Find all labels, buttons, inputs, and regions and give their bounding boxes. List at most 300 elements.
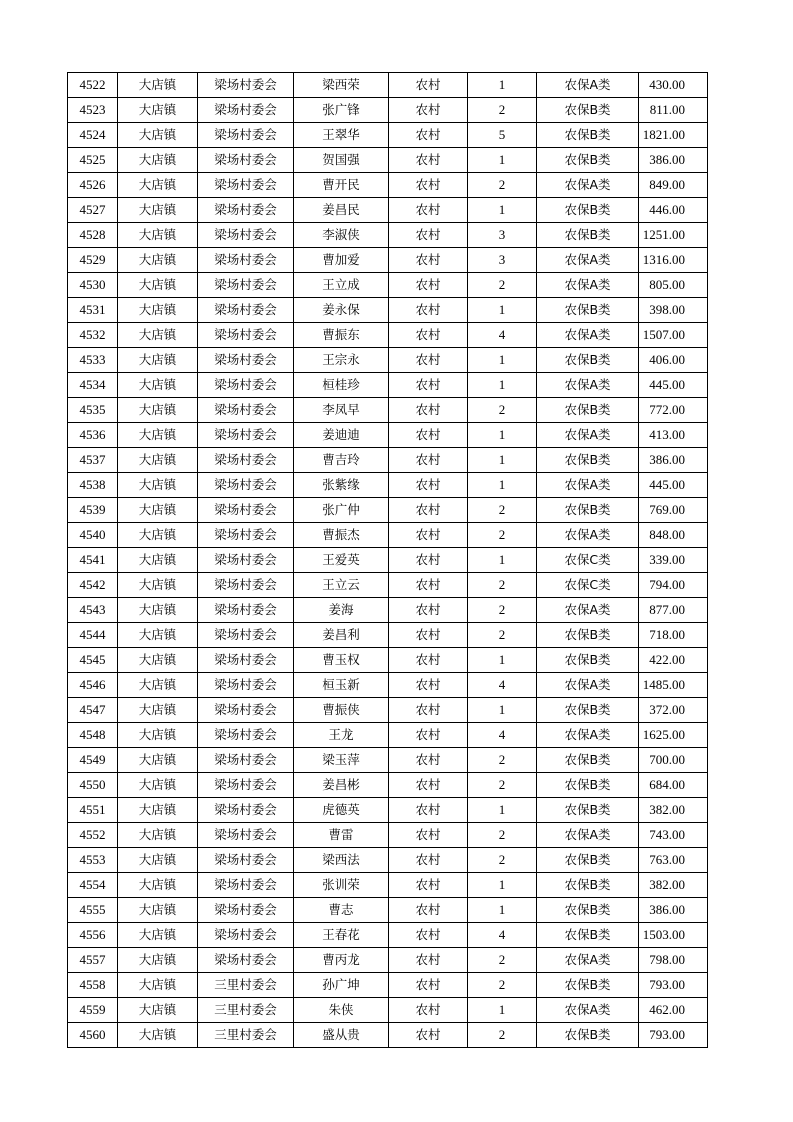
amount-cell: 422.00 <box>639 648 708 673</box>
insurance-category-cell: 农保C类 <box>537 573 639 598</box>
record-id-cell: 4534 <box>68 373 118 398</box>
area-type-cell: 农村 <box>389 673 468 698</box>
town-cell: 大店镇 <box>118 698 198 723</box>
record-id-cell: 4547 <box>68 698 118 723</box>
name-cell: 曹玉权 <box>294 648 389 673</box>
table-row <box>68 698 708 723</box>
record-id-cell: 4535 <box>68 398 118 423</box>
town-cell: 大店镇 <box>118 298 198 323</box>
amount-cell: 849.00 <box>639 173 708 198</box>
area-type-cell: 农村 <box>389 173 468 198</box>
village-committee-cell: 梁场村委会 <box>198 948 294 973</box>
village-committee-cell: 梁场村委会 <box>198 98 294 123</box>
area-type-cell: 农村 <box>389 748 468 773</box>
record-id-cell: 4527 <box>68 198 118 223</box>
amount-cell: 772.00 <box>639 398 708 423</box>
village-committee-cell: 梁场村委会 <box>198 673 294 698</box>
area-type-cell: 农村 <box>389 73 468 98</box>
town-cell: 大店镇 <box>118 198 198 223</box>
table-row <box>68 248 708 273</box>
amount-cell: 446.00 <box>639 198 708 223</box>
household-count-cell: 1 <box>468 798 537 823</box>
record-id-cell: 4559 <box>68 998 118 1023</box>
table-row <box>68 398 708 423</box>
household-count-cell: 2 <box>468 498 537 523</box>
household-count-cell: 2 <box>468 623 537 648</box>
table-row <box>68 73 708 98</box>
household-count-cell: 1 <box>468 448 537 473</box>
amount-cell: 382.00 <box>639 798 708 823</box>
insurance-category-cell: 农保C类 <box>537 548 639 573</box>
name-cell: 张广仲 <box>294 498 389 523</box>
name-cell: 贺国强 <box>294 148 389 173</box>
household-count-cell: 2 <box>468 773 537 798</box>
insurance-category-cell: 农保B类 <box>537 898 639 923</box>
household-count-cell: 1 <box>468 148 537 173</box>
insurance-category-cell: 农保B类 <box>537 198 639 223</box>
table-row <box>68 223 708 248</box>
village-committee-cell: 梁场村委会 <box>198 623 294 648</box>
amount-cell: 1821.00 <box>639 123 708 148</box>
area-type-cell: 农村 <box>389 723 468 748</box>
insurance-category-cell: 农保B类 <box>537 873 639 898</box>
area-type-cell: 农村 <box>389 248 468 273</box>
village-committee-cell: 梁场村委会 <box>198 548 294 573</box>
table-row <box>68 798 708 823</box>
name-cell: 桓玉新 <box>294 673 389 698</box>
village-committee-cell: 梁场村委会 <box>198 398 294 423</box>
insurance-category-cell: 农保A类 <box>537 273 639 298</box>
record-id-cell: 4552 <box>68 823 118 848</box>
village-committee-cell: 梁场村委会 <box>198 448 294 473</box>
village-committee-cell: 梁场村委会 <box>198 598 294 623</box>
town-cell: 大店镇 <box>118 123 198 148</box>
town-cell: 大店镇 <box>118 723 198 748</box>
household-count-cell: 1 <box>468 648 537 673</box>
record-id-cell: 4549 <box>68 748 118 773</box>
household-count-cell: 2 <box>468 823 537 848</box>
household-count-cell: 2 <box>468 748 537 773</box>
record-id-cell: 4522 <box>68 73 118 98</box>
record-id-cell: 4555 <box>68 898 118 923</box>
household-count-cell: 4 <box>468 323 537 348</box>
record-id-cell: 4551 <box>68 798 118 823</box>
name-cell: 梁西法 <box>294 848 389 873</box>
insurance-category-cell: 农保B类 <box>537 298 639 323</box>
amount-cell: 462.00 <box>639 998 708 1023</box>
area-type-cell: 农村 <box>389 623 468 648</box>
town-cell: 大店镇 <box>118 998 198 1023</box>
area-type-cell: 农村 <box>389 973 468 998</box>
household-count-cell: 1 <box>468 348 537 373</box>
insurance-category-cell: 农保B类 <box>537 398 639 423</box>
village-committee-cell: 梁场村委会 <box>198 348 294 373</box>
town-cell: 大店镇 <box>118 473 198 498</box>
table-row <box>68 673 708 698</box>
town-cell: 大店镇 <box>118 273 198 298</box>
table-row <box>68 173 708 198</box>
village-committee-cell: 梁场村委会 <box>198 573 294 598</box>
village-committee-cell: 梁场村委会 <box>198 148 294 173</box>
table-row <box>68 498 708 523</box>
village-committee-cell: 梁场村委会 <box>198 123 294 148</box>
record-id-cell: 4537 <box>68 448 118 473</box>
table-row <box>68 473 708 498</box>
name-cell: 曹加爱 <box>294 248 389 273</box>
village-committee-cell: 梁场村委会 <box>198 73 294 98</box>
record-id-cell: 4540 <box>68 523 118 548</box>
area-type-cell: 农村 <box>389 773 468 798</box>
record-id-cell: 4548 <box>68 723 118 748</box>
insurance-category-cell: 农保A类 <box>537 523 639 548</box>
name-cell: 曹丙龙 <box>294 948 389 973</box>
table-row <box>68 1023 708 1048</box>
record-id-cell: 4556 <box>68 923 118 948</box>
household-count-cell: 1 <box>468 548 537 573</box>
table-row <box>68 998 708 1023</box>
insurance-category-cell: 农保B类 <box>537 748 639 773</box>
amount-cell: 848.00 <box>639 523 708 548</box>
name-cell: 曹振东 <box>294 323 389 348</box>
insurance-category-cell: 农保B类 <box>537 648 639 673</box>
name-cell: 梁玉萍 <box>294 748 389 773</box>
insurance-category-cell: 农保B类 <box>537 123 639 148</box>
area-type-cell: 农村 <box>389 298 468 323</box>
town-cell: 大店镇 <box>118 323 198 348</box>
household-count-cell: 2 <box>468 1023 537 1048</box>
name-cell: 王立云 <box>294 573 389 598</box>
insurance-category-cell: 农保A类 <box>537 423 639 448</box>
name-cell: 姜昌民 <box>294 198 389 223</box>
table-row <box>68 573 708 598</box>
area-type-cell: 农村 <box>389 398 468 423</box>
area-type-cell: 农村 <box>389 898 468 923</box>
household-count-cell: 1 <box>468 298 537 323</box>
area-type-cell: 农村 <box>389 148 468 173</box>
record-id-cell: 4529 <box>68 248 118 273</box>
insurance-category-cell: 农保B类 <box>537 348 639 373</box>
amount-cell: 1316.00 <box>639 248 708 273</box>
town-cell: 大店镇 <box>118 973 198 998</box>
area-type-cell: 农村 <box>389 948 468 973</box>
village-committee-cell: 梁场村委会 <box>198 498 294 523</box>
village-committee-cell: 梁场村委会 <box>198 523 294 548</box>
town-cell: 大店镇 <box>118 748 198 773</box>
village-committee-cell: 梁场村委会 <box>198 723 294 748</box>
record-id-cell: 4525 <box>68 148 118 173</box>
record-id-cell: 4524 <box>68 123 118 148</box>
household-count-cell: 2 <box>468 848 537 873</box>
insurance-category-cell: 农保B类 <box>537 98 639 123</box>
village-committee-cell: 梁场村委会 <box>198 823 294 848</box>
record-id-cell: 4531 <box>68 298 118 323</box>
amount-cell: 413.00 <box>639 423 708 448</box>
town-cell: 大店镇 <box>118 948 198 973</box>
area-type-cell: 农村 <box>389 648 468 673</box>
record-id-cell: 4539 <box>68 498 118 523</box>
amount-cell: 406.00 <box>639 348 708 373</box>
name-cell: 王翠华 <box>294 123 389 148</box>
insurance-category-cell: 农保A类 <box>537 998 639 1023</box>
record-id-cell: 4554 <box>68 873 118 898</box>
town-cell: 大店镇 <box>118 348 198 373</box>
area-type-cell: 农村 <box>389 473 468 498</box>
table-row <box>68 748 708 773</box>
table-row <box>68 448 708 473</box>
amount-cell: 339.00 <box>639 548 708 573</box>
town-cell: 大店镇 <box>118 848 198 873</box>
household-count-cell: 2 <box>468 173 537 198</box>
household-count-cell: 4 <box>468 923 537 948</box>
village-committee-cell: 梁场村委会 <box>198 298 294 323</box>
household-count-cell: 2 <box>468 523 537 548</box>
town-cell: 大店镇 <box>118 648 198 673</box>
amount-cell: 718.00 <box>639 623 708 648</box>
amount-cell: 386.00 <box>639 448 708 473</box>
village-committee-cell: 三里村委会 <box>198 973 294 998</box>
insurance-category-cell: 农保B类 <box>537 623 639 648</box>
table-row <box>68 423 708 448</box>
insurance-category-cell: 农保B类 <box>537 698 639 723</box>
table-row <box>68 523 708 548</box>
town-cell: 大店镇 <box>118 548 198 573</box>
amount-cell: 1251.00 <box>639 223 708 248</box>
insurance-category-cell: 农保A类 <box>537 473 639 498</box>
town-cell: 大店镇 <box>118 573 198 598</box>
name-cell: 曹开民 <box>294 173 389 198</box>
town-cell: 大店镇 <box>118 823 198 848</box>
amount-cell: 445.00 <box>639 473 708 498</box>
village-committee-cell: 梁场村委会 <box>198 748 294 773</box>
record-id-cell: 4545 <box>68 648 118 673</box>
area-type-cell: 农村 <box>389 798 468 823</box>
household-count-cell: 1 <box>468 873 537 898</box>
town-cell: 大店镇 <box>118 73 198 98</box>
amount-cell: 1625.00 <box>639 723 708 748</box>
name-cell: 李凤早 <box>294 398 389 423</box>
name-cell: 姜海 <box>294 598 389 623</box>
record-id-cell: 4557 <box>68 948 118 973</box>
name-cell: 曹振侠 <box>294 698 389 723</box>
name-cell: 王立成 <box>294 273 389 298</box>
town-cell: 大店镇 <box>118 223 198 248</box>
record-id-cell: 4523 <box>68 98 118 123</box>
town-cell: 大店镇 <box>118 873 198 898</box>
record-id-cell: 4533 <box>68 348 118 373</box>
town-cell: 大店镇 <box>118 98 198 123</box>
village-committee-cell: 梁场村委会 <box>198 898 294 923</box>
household-count-cell: 5 <box>468 123 537 148</box>
insurance-category-cell: 农保A类 <box>537 723 639 748</box>
table-row <box>68 123 708 148</box>
amount-cell: 398.00 <box>639 298 708 323</box>
village-committee-cell: 梁场村委会 <box>198 473 294 498</box>
amount-cell: 386.00 <box>639 898 708 923</box>
amount-cell: 382.00 <box>639 873 708 898</box>
area-type-cell: 农村 <box>389 498 468 523</box>
record-id-cell: 4558 <box>68 973 118 998</box>
table-row <box>68 973 708 998</box>
record-id-cell: 4546 <box>68 673 118 698</box>
village-committee-cell: 梁场村委会 <box>198 773 294 798</box>
area-type-cell: 农村 <box>389 373 468 398</box>
town-cell: 大店镇 <box>118 248 198 273</box>
amount-cell: 684.00 <box>639 773 708 798</box>
village-committee-cell: 梁场村委会 <box>198 923 294 948</box>
area-type-cell: 农村 <box>389 848 468 873</box>
table-row <box>68 623 708 648</box>
insurance-category-cell: 农保B类 <box>537 773 639 798</box>
amount-cell: 1503.00 <box>639 923 708 948</box>
name-cell: 虎德英 <box>294 798 389 823</box>
table-row <box>68 348 708 373</box>
amount-cell: 798.00 <box>639 948 708 973</box>
table-row <box>68 98 708 123</box>
insurance-category-cell: 农保A类 <box>537 598 639 623</box>
insurance-category-cell: 农保A类 <box>537 823 639 848</box>
insurance-category-cell: 农保B类 <box>537 148 639 173</box>
amount-cell: 743.00 <box>639 823 708 848</box>
household-count-cell: 1 <box>468 998 537 1023</box>
village-committee-cell: 梁场村委会 <box>198 373 294 398</box>
town-cell: 大店镇 <box>118 798 198 823</box>
town-cell: 大店镇 <box>118 173 198 198</box>
household-count-cell: 1 <box>468 373 537 398</box>
insurance-category-cell: 农保A类 <box>537 673 639 698</box>
table-row <box>68 923 708 948</box>
table-row <box>68 823 708 848</box>
town-cell: 大店镇 <box>118 898 198 923</box>
area-type-cell: 农村 <box>389 323 468 348</box>
village-committee-cell: 梁场村委会 <box>198 798 294 823</box>
town-cell: 大店镇 <box>118 773 198 798</box>
insurance-category-cell: 农保B类 <box>537 923 639 948</box>
insurance-category-cell: 农保B类 <box>537 498 639 523</box>
town-cell: 大店镇 <box>118 148 198 173</box>
area-type-cell: 农村 <box>389 348 468 373</box>
name-cell: 曹雷 <box>294 823 389 848</box>
name-cell: 朱侠 <box>294 998 389 1023</box>
insurance-category-cell: 农保B类 <box>537 798 639 823</box>
household-count-cell: 1 <box>468 698 537 723</box>
table-row <box>68 848 708 873</box>
record-id-cell: 4553 <box>68 848 118 873</box>
area-type-cell: 农村 <box>389 223 468 248</box>
record-id-cell: 4532 <box>68 323 118 348</box>
insurance-category-cell: 农保B类 <box>537 973 639 998</box>
insurance-category-cell: 农保B类 <box>537 848 639 873</box>
amount-cell: 430.00 <box>639 73 708 98</box>
table-row <box>68 773 708 798</box>
table-row <box>68 323 708 348</box>
name-cell: 盛从贵 <box>294 1023 389 1048</box>
amount-cell: 700.00 <box>639 748 708 773</box>
town-cell: 大店镇 <box>118 923 198 948</box>
area-type-cell: 农村 <box>389 548 468 573</box>
record-id-cell: 4541 <box>68 548 118 573</box>
insurance-category-cell: 农保B类 <box>537 1023 639 1048</box>
household-count-cell: 2 <box>468 398 537 423</box>
name-cell: 张广锋 <box>294 98 389 123</box>
table-body <box>68 73 708 1048</box>
insurance-category-cell: 农保A类 <box>537 323 639 348</box>
village-committee-cell: 三里村委会 <box>198 1023 294 1048</box>
record-id-cell: 4550 <box>68 773 118 798</box>
record-id-cell: 4543 <box>68 598 118 623</box>
town-cell: 大店镇 <box>118 448 198 473</box>
table-row <box>68 598 708 623</box>
record-id-cell: 4526 <box>68 173 118 198</box>
area-type-cell: 农村 <box>389 423 468 448</box>
area-type-cell: 农村 <box>389 273 468 298</box>
area-type-cell: 农村 <box>389 123 468 148</box>
table-row <box>68 373 708 398</box>
village-committee-cell: 三里村委会 <box>198 998 294 1023</box>
village-committee-cell: 梁场村委会 <box>198 848 294 873</box>
insurance-category-cell: 农保A类 <box>537 373 639 398</box>
amount-cell: 763.00 <box>639 848 708 873</box>
area-type-cell: 农村 <box>389 923 468 948</box>
household-count-cell: 2 <box>468 948 537 973</box>
village-committee-cell: 梁场村委会 <box>198 698 294 723</box>
name-cell: 曹振杰 <box>294 523 389 548</box>
household-count-cell: 3 <box>468 248 537 273</box>
town-cell: 大店镇 <box>118 1023 198 1048</box>
insurance-category-cell: 农保A类 <box>537 248 639 273</box>
area-type-cell: 农村 <box>389 698 468 723</box>
insurance-category-cell: 农保A类 <box>537 73 639 98</box>
household-count-cell: 2 <box>468 273 537 298</box>
name-cell: 王龙 <box>294 723 389 748</box>
household-count-cell: 1 <box>468 73 537 98</box>
area-type-cell: 农村 <box>389 1023 468 1048</box>
table-row <box>68 873 708 898</box>
insurance-category-cell: 农保B类 <box>537 223 639 248</box>
town-cell: 大店镇 <box>118 398 198 423</box>
village-committee-cell: 梁场村委会 <box>198 648 294 673</box>
amount-cell: 372.00 <box>639 698 708 723</box>
table-row <box>68 198 708 223</box>
name-cell: 桓桂珍 <box>294 373 389 398</box>
record-id-cell: 4560 <box>68 1023 118 1048</box>
village-committee-cell: 梁场村委会 <box>198 198 294 223</box>
town-cell: 大店镇 <box>118 673 198 698</box>
area-type-cell: 农村 <box>389 573 468 598</box>
name-cell: 姜迪迪 <box>294 423 389 448</box>
village-committee-cell: 梁场村委会 <box>198 248 294 273</box>
town-cell: 大店镇 <box>118 623 198 648</box>
name-cell: 孙广坤 <box>294 973 389 998</box>
village-committee-cell: 梁场村委会 <box>198 873 294 898</box>
area-type-cell: 农村 <box>389 598 468 623</box>
records-table <box>67 72 708 1048</box>
town-cell: 大店镇 <box>118 498 198 523</box>
amount-cell: 805.00 <box>639 273 708 298</box>
name-cell: 王宗永 <box>294 348 389 373</box>
table-row <box>68 723 708 748</box>
amount-cell: 445.00 <box>639 373 708 398</box>
amount-cell: 811.00 <box>639 98 708 123</box>
table-row <box>68 898 708 923</box>
village-committee-cell: 梁场村委会 <box>198 223 294 248</box>
record-id-cell: 4536 <box>68 423 118 448</box>
town-cell: 大店镇 <box>118 598 198 623</box>
name-cell: 姜永保 <box>294 298 389 323</box>
table-row <box>68 548 708 573</box>
household-count-cell: 2 <box>468 573 537 598</box>
name-cell: 王春花 <box>294 923 389 948</box>
record-id-cell: 4544 <box>68 623 118 648</box>
